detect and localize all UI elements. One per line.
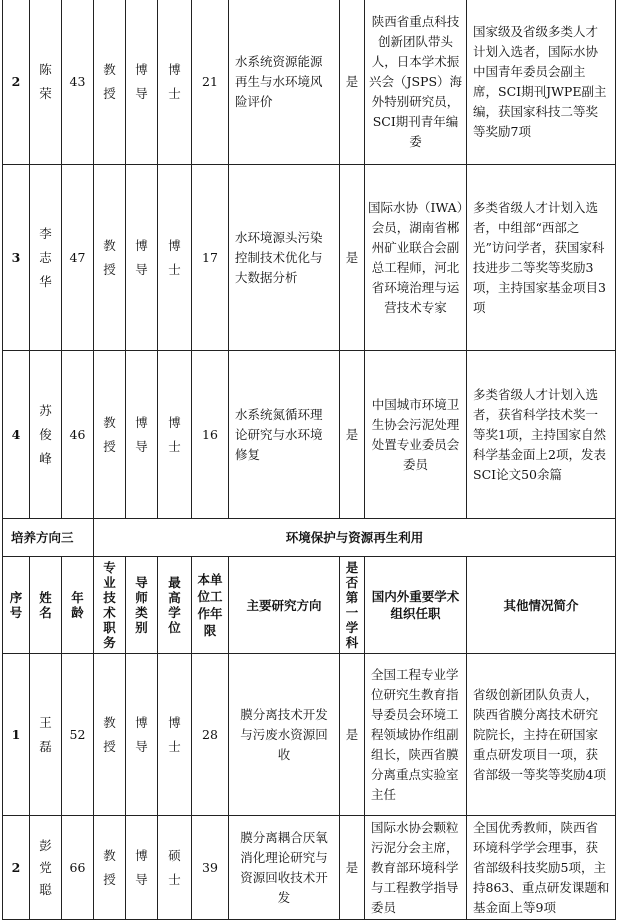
cell-name: 王磊 bbox=[39, 714, 52, 754]
header-other: 其他情况简介 bbox=[467, 557, 616, 654]
header-org: 国内外重要学术组织任职 bbox=[365, 557, 467, 654]
cell-direction: 水系统资源能源再生与水环境风险评价 bbox=[229, 0, 340, 165]
faculty-table bbox=[2, 0, 616, 920]
cell-age: 52 bbox=[62, 654, 94, 816]
table-row bbox=[3, 165, 616, 351]
table-row bbox=[3, 816, 616, 920]
header-supervisor: 导师类别 bbox=[135, 575, 148, 635]
header-years: 本单位工作年限 bbox=[192, 557, 229, 654]
cell-years: 16 bbox=[192, 351, 229, 519]
cell-degree: 博士 bbox=[168, 61, 181, 101]
table-row bbox=[3, 351, 616, 519]
cell-org: 国际水协（IWA）会员，湖南省郴州矿业联合会副总工程师，河北省环境治理与运营技术专家 bbox=[365, 165, 467, 351]
cell-degree: 博士 bbox=[168, 714, 181, 754]
cell-direction: 膜分离耦合厌氧消化理论研究与资源回收技术开发 bbox=[229, 816, 340, 920]
cell-supervisor: 博导 bbox=[135, 714, 148, 754]
cell-no: 1 bbox=[3, 654, 30, 816]
cell-title: 教授 bbox=[103, 714, 116, 754]
cell-direction: 水系统氮循环理论研究与水环境修复 bbox=[229, 351, 340, 519]
cell-first-discipline: 是 bbox=[340, 654, 365, 816]
table-row bbox=[3, 654, 616, 816]
cell-other: 多类省级人才计划入选者，获省科学技术奖一等奖1项，主持国家自然科学基金面上2项，发表SCI论文50余篇 bbox=[467, 351, 616, 519]
cell-direction: 膜分离技术开发与污废水资源回收 bbox=[229, 654, 340, 816]
cell-name: 彭党聪 bbox=[39, 837, 52, 897]
cell-first-discipline: 是 bbox=[340, 0, 365, 165]
header-age: 年龄 bbox=[71, 590, 84, 620]
cell-direction: 水环境源头污染控制技术优化与大数据分析 bbox=[229, 165, 340, 351]
cell-years: 17 bbox=[192, 165, 229, 351]
header-name: 姓名 bbox=[39, 590, 52, 620]
cell-years: 28 bbox=[192, 654, 229, 816]
cell-name: 李志华 bbox=[39, 225, 52, 289]
header-row bbox=[3, 557, 616, 654]
cell-other: 全国优秀教师，陕西省环境科学学会理事，获省部级科技奖励5项，主持863、重点研发课题和基金面上等9项 bbox=[467, 816, 616, 920]
cell-degree: 博士 bbox=[168, 414, 181, 454]
cell-no: 2 bbox=[3, 816, 30, 920]
section-row bbox=[3, 519, 616, 557]
table-row bbox=[3, 0, 616, 165]
cell-org: 陕西省重点科技创新团队带头人，日本学术振兴会（JSPS）海外特别研究员，SCI期刊青年编委 bbox=[365, 0, 467, 165]
cell-org: 全国工程专业学位研究生教育指导委员会环境工程领域协作组副组长，陕西省膜分离重点实验室主任 bbox=[365, 654, 467, 816]
cell-org: 中国城市环境卫生协会污泥处理处置专业委员会委员 bbox=[365, 351, 467, 519]
cell-other: 多类省级人才计划入选者，中组部“西部之光”访问学者，获国家科技进步二等奖等奖励3项，主持国家基金项目3项 bbox=[467, 165, 616, 351]
section-label: 培养方向三 bbox=[3, 519, 94, 557]
cell-supervisor: 博导 bbox=[135, 414, 148, 454]
cell-name: 陈荣 bbox=[39, 61, 52, 101]
cell-age: 43 bbox=[62, 0, 94, 165]
cell-title: 教授 bbox=[103, 61, 116, 101]
header-first-discipline: 是否第一学科 bbox=[345, 560, 359, 650]
header-degree: 最高学位 bbox=[168, 575, 181, 635]
cell-first-discipline: 是 bbox=[340, 351, 365, 519]
cell-first-discipline: 是 bbox=[340, 165, 365, 351]
cell-title: 教授 bbox=[103, 237, 116, 277]
cell-degree: 博士 bbox=[168, 237, 181, 277]
cell-no: 4 bbox=[3, 351, 30, 519]
cell-supervisor: 博导 bbox=[135, 847, 148, 887]
cell-no: 3 bbox=[3, 165, 30, 351]
cell-age: 46 bbox=[62, 351, 94, 519]
cell-age: 66 bbox=[62, 816, 94, 920]
cell-title: 教授 bbox=[103, 414, 116, 454]
cell-first-discipline: 是 bbox=[340, 816, 365, 920]
cell-years: 21 bbox=[192, 0, 229, 165]
section-title: 环境保护与资源再生利用 bbox=[94, 519, 616, 557]
cell-org: 国际水协会颗粒污泥分会主席，教育部环境科学与工程教学指导委员 bbox=[365, 816, 467, 920]
header-direction: 主要研究方向 bbox=[229, 557, 340, 654]
cell-other: 国家级及省级多类人才计划入选者，国际水协中国青年委员会副主席，SCI期刊JWPE副主编，获国家科技二等奖等奖励7项 bbox=[467, 0, 616, 165]
cell-supervisor: 博导 bbox=[135, 237, 148, 277]
header-no: 序号 bbox=[9, 590, 23, 620]
cell-degree: 硕士 bbox=[168, 847, 181, 887]
cell-supervisor: 博导 bbox=[135, 61, 148, 101]
cell-age: 47 bbox=[62, 165, 94, 351]
cell-other: 省级创新团队负责人，陕西省膜分离技术研究院院长，主持在研国家重点研发项目一项，获省部级一等奖等奖励4项 bbox=[467, 654, 616, 816]
cell-years: 39 bbox=[192, 816, 229, 920]
header-title: 专业技术职务 bbox=[103, 560, 116, 650]
cell-no: 2 bbox=[3, 0, 30, 165]
cell-name: 苏俊峰 bbox=[39, 402, 52, 466]
cell-title: 教授 bbox=[103, 847, 116, 887]
